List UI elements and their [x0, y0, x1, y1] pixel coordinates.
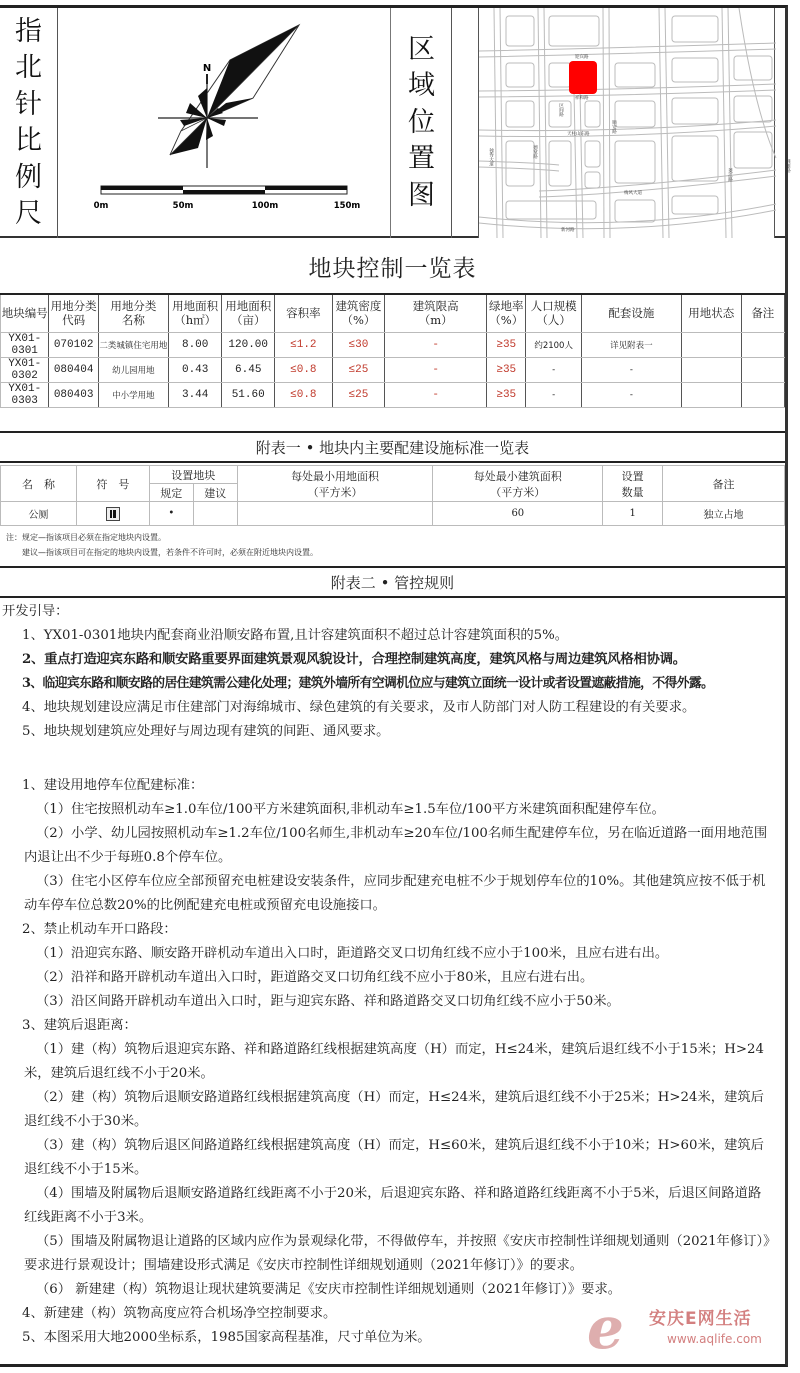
table-cell: ≤0.8: [274, 357, 332, 382]
rule-item: （1）建（构）筑物后退迎宾东路、祥和路道路红线根据建筑高度（H）而定，H≤24米，建筑后退红线不小于15米；H>24米，建筑后退红线不小于20米。: [24, 1042, 764, 1081]
table-cell: ≥35: [487, 382, 526, 407]
table-cell: [741, 382, 784, 407]
rule-item: （4）围墙及附属物后退顺安路道路红线距离不小于20米，后退迎宾东路、祥和路道路红线距离不小于5米，后退区间路道路红线距离不小于3米。: [24, 1186, 762, 1225]
table-row: [1, 332, 785, 357]
col-header: 每处最小用地面积 （平方米）: [237, 466, 433, 502]
rule-section-heading: 2、禁止机动车开口路段：: [22, 922, 177, 937]
location-map: [478, 8, 791, 238]
table-cell: -: [526, 357, 582, 382]
map-margin: [452, 8, 478, 238]
table-cell: YX01-0302: [1, 357, 49, 382]
table-cell: [741, 357, 784, 382]
street-label: 天柱山东路: [567, 132, 590, 137]
north-arrow-icon: [58, 8, 391, 238]
table-cell: ≤0.8: [274, 382, 332, 407]
suggested-mark: [193, 502, 237, 526]
col-header: 规定: [149, 484, 193, 502]
col-header: 地块编号: [1, 294, 49, 332]
col-header: 备注: [663, 466, 785, 502]
table-cell: 约2100人: [526, 332, 582, 357]
col-header: 每处最小建筑面积 （平方米）: [433, 466, 603, 502]
label-char: 尺: [15, 198, 42, 229]
street-label: 区间路: [558, 103, 564, 117]
label-char: 位: [408, 106, 435, 138]
table-cell: [681, 382, 741, 407]
project-site-highlight: [569, 61, 597, 94]
required-mark: •: [149, 502, 193, 526]
col-header: 用地状态: [681, 294, 741, 332]
north-label: N: [202, 63, 212, 74]
col-header: 用地面积 （h㎡）: [168, 294, 222, 332]
rule-item: 3、临迎宾东路和顺安路的居住建筑需公建化处理；建筑外墙所有空调机位应与建筑立面统一设计或者设置遮蔽措施，不得外露。: [22, 676, 714, 691]
col-header: 用地分类 名称: [98, 294, 168, 332]
table-cell: 6.45: [222, 357, 275, 382]
rule-section-heading: 4、新建建（构）筑物高度应符合机场净空控制要求。: [22, 1306, 337, 1321]
table-row: [1, 382, 785, 407]
label-char: 置: [408, 143, 435, 175]
north-arrow-scale-label: [0, 8, 58, 238]
rule-item: （2）小学、幼儿园按照机动车≥1.2车位/100名师生,非机动车≥20车位/100名师生配建停车位，另在临近道路一面用地范围内退让出不少于每班0.8个停车位。: [24, 826, 768, 865]
rule-item: （6） 新建建（构）筑物退让现状建筑要满足《安庆市控制性详细规划通则（2021年修订）》要求。: [36, 1282, 622, 1297]
col-header: 设置地块: [149, 466, 237, 484]
table-row: [1, 357, 785, 382]
min-building-area: 60: [433, 502, 603, 526]
col-header: 设置 数量: [603, 466, 663, 502]
rule-item: （3）建（构）筑物后退区间路道路红线根据建筑高度（H）而定，H≤60米，建筑后退红线不小于10米；H>60米，建筑后退红线不小于15米。: [24, 1138, 764, 1177]
table-cell: -: [581, 357, 681, 382]
label-char: 指: [15, 15, 42, 47]
scale-tick-label: 50m: [172, 201, 194, 211]
control-table: [0, 293, 785, 408]
scale-segment: [183, 190, 265, 194]
appendix1-notes: [6, 530, 318, 560]
street-label: 興雄路: [785, 159, 791, 173]
col-header: 人口规模 （人）: [526, 294, 582, 332]
table-cell: ≤1.2: [274, 332, 332, 357]
note-line: 注：规定—指该项目必须在指定地块内设置。: [6, 533, 166, 542]
table-cell: 080403: [49, 382, 98, 407]
table-row: [1, 502, 785, 526]
label-char: 域: [408, 70, 435, 102]
rule-section-heading: 1、建设用地停车位配建标准：: [22, 778, 204, 793]
rule-sections: [0, 774, 785, 1350]
scale-tick-label: 0m: [93, 201, 109, 211]
table-cell: ≥35: [487, 332, 526, 357]
header-band: [0, 8, 791, 238]
col-header: 名 称: [1, 466, 77, 502]
col-header: 用地分类 代码: [49, 294, 98, 332]
table-cell: -: [581, 382, 681, 407]
scale-segment: [101, 186, 183, 190]
street-label: 德宽路: [532, 145, 538, 159]
street-label: 新河路: [561, 228, 575, 233]
rule-item: （3）沿区间路开辟机动车道出入口时，距与迎宾东路、祥和路道路交叉口切角红线不应小于50米。: [36, 994, 620, 1009]
col-header: 备注: [741, 294, 784, 332]
col-header: 符 号: [76, 466, 149, 502]
col-header: 容积率: [274, 294, 332, 332]
rule-item: （5）围墙及附属物退让道路的区域内应作为景观绿化带，不得做停车，并按照《安庆市控制性详细规划通则（2021年修订）》要求进行景观设计；围墙建设形式满足《安庆市控制性详细规划通则（2021年修订）》的要求。: [24, 1234, 770, 1273]
rule-item: （2）沿祥和路开辟机动车道出入口时，距道路交叉口切角红线不应小于80米，且应右进右出。: [36, 970, 594, 985]
col-header: 配套设施: [581, 294, 681, 332]
table-cell: YX01-0301: [1, 332, 49, 357]
scale-tick-label: 150m: [333, 201, 361, 211]
table-cell: 详见附表一: [581, 332, 681, 357]
road-network: [479, 8, 776, 238]
table-cell: ≤25: [332, 357, 385, 382]
watermark-site-name: 安庆E网生活: [649, 1309, 752, 1329]
col-header: 建筑密度 （%）: [332, 294, 385, 332]
table-cell: 幼儿园用地: [98, 357, 168, 382]
table-cell: 3.44: [168, 382, 222, 407]
rule-item: （2）建（构）筑物后退顺安路道路红线根据建筑高度（H）而定，H≤24米，建筑后退红线不小于25米；H>24米，建筑后退红线不小于30米。: [24, 1090, 764, 1129]
street-label: 顺安路: [611, 120, 617, 134]
table-cell: 中小学用地: [98, 382, 168, 407]
street-label: 祥和路: [575, 96, 589, 101]
table-cell: YX01-0303: [1, 382, 49, 407]
public-toilet-icon: [106, 507, 120, 521]
rule-item: （3）住宅小区停车位应全部预留充电桩建设安装条件，应同步配建充电桩不少于规划停车位的10%。其他建筑应按不低于机动车停车位总数20%的比例配建充电桩或预留充电设施接口。: [24, 874, 766, 913]
facility-count: 1: [603, 502, 663, 526]
col-header: 建议: [193, 484, 237, 502]
facility-name: 公厕: [1, 502, 77, 526]
label-char: 北: [15, 52, 42, 83]
rule-item: （1）沿迎宾东路、顺安路开辟机动车道出入口时，距道路交叉口切角红线不应小于100米，且应右进右出。: [36, 946, 669, 961]
rule-item: 5、地块规划建筑应处理好与周边现有建筑的间距、通风要求。: [22, 724, 390, 739]
table-cell: ≤25: [332, 382, 385, 407]
table-cell: 二类城镇住宅用地: [98, 332, 168, 357]
table-cell: 070102: [49, 332, 98, 357]
table-cell: 51.60: [222, 382, 275, 407]
location-map-label: [392, 8, 452, 238]
control-rules: [0, 600, 785, 1350]
table-cell: 0.43: [168, 357, 222, 382]
label-char: 例: [15, 161, 42, 193]
table-cell: [681, 357, 741, 382]
min-land-area: [237, 502, 433, 526]
label-char: 针: [15, 88, 42, 120]
label-char: 图: [408, 179, 435, 211]
table-cell: -: [385, 357, 487, 382]
rule-section-heading: 5、本图采用大地2000坐标系，1985国家高程基准，尺寸单位为米。: [22, 1330, 431, 1345]
facility-symbol: [76, 502, 149, 526]
street-label: 独秀大道: [488, 148, 494, 166]
rule-item: 2、重点打造迎宾东路和顺安路重要界面建筑景观风貌设计，合理控制建筑高度，建筑风格与周边建筑风格相协调。: [22, 652, 686, 667]
table-cell: -: [526, 382, 582, 407]
street-label: 迎宾路: [575, 55, 589, 60]
rule-item: 4、地块规划建设应满足市住建部门对海绵城市、绿色建筑的有关要求，及市人防部门对人防工程建设的有关要求。: [22, 700, 696, 715]
street-label: 梅风大道: [624, 191, 642, 196]
appendix2-title: 附表二 • 管控规则: [0, 566, 785, 598]
rule-section-heading: 3、建筑后退距离：: [22, 1018, 137, 1033]
table-cell: 080404: [49, 357, 98, 382]
table-cell: ≤30: [332, 332, 385, 357]
watermark-url: www.aqlife.com: [667, 1332, 762, 1346]
planning-sheet: [0, 5, 791, 1367]
col-header: 绿地率 （%）: [487, 294, 526, 332]
table-cell: ≥35: [487, 357, 526, 382]
label-char: 比: [15, 125, 42, 156]
table-cell: [741, 332, 784, 357]
col-header: 建筑限高 （m）: [385, 294, 487, 332]
facility-remark: 独立占地: [663, 502, 785, 526]
rule-item: （1）住宅按照机动车≥1.0车位/100平方米建筑面积,非机动车≥1.5车位/100平方米建筑面积配建停车位。: [36, 802, 665, 817]
table-cell: [681, 332, 741, 357]
rule-item: 1、YX01-0301地块内配套商业沿顺安路布置,且计容建筑面积不超过总计容建筑面积的5%。: [22, 628, 569, 643]
control-table-title: 地块控制一览表: [308, 255, 477, 282]
dev-guidance-heading: 开发引导：: [2, 604, 69, 619]
note-line: 建议—指该项目可在指定的地块内设置，若条件不许可时，必须在附近地块内设置。: [22, 548, 318, 557]
table-cell: 120.00: [222, 332, 275, 357]
col-header: 用地面积 （亩）: [222, 294, 275, 332]
table-cell: -: [385, 332, 487, 357]
table-cell: 8.00: [168, 332, 222, 357]
watermark-logo-icon: e: [587, 1294, 624, 1362]
table-cell: -: [385, 382, 487, 407]
facility-table: [0, 465, 785, 526]
compass-panel: [58, 8, 391, 238]
scale-tick-label: 100m: [251, 201, 279, 211]
control-table-header: [1, 294, 785, 332]
appendix1-title: 附表一 • 地块内主要配建设施标准一览表: [0, 431, 785, 463]
label-char: 区: [408, 33, 435, 65]
street-label: 菱江路: [727, 168, 733, 182]
scale-segment: [265, 186, 347, 190]
